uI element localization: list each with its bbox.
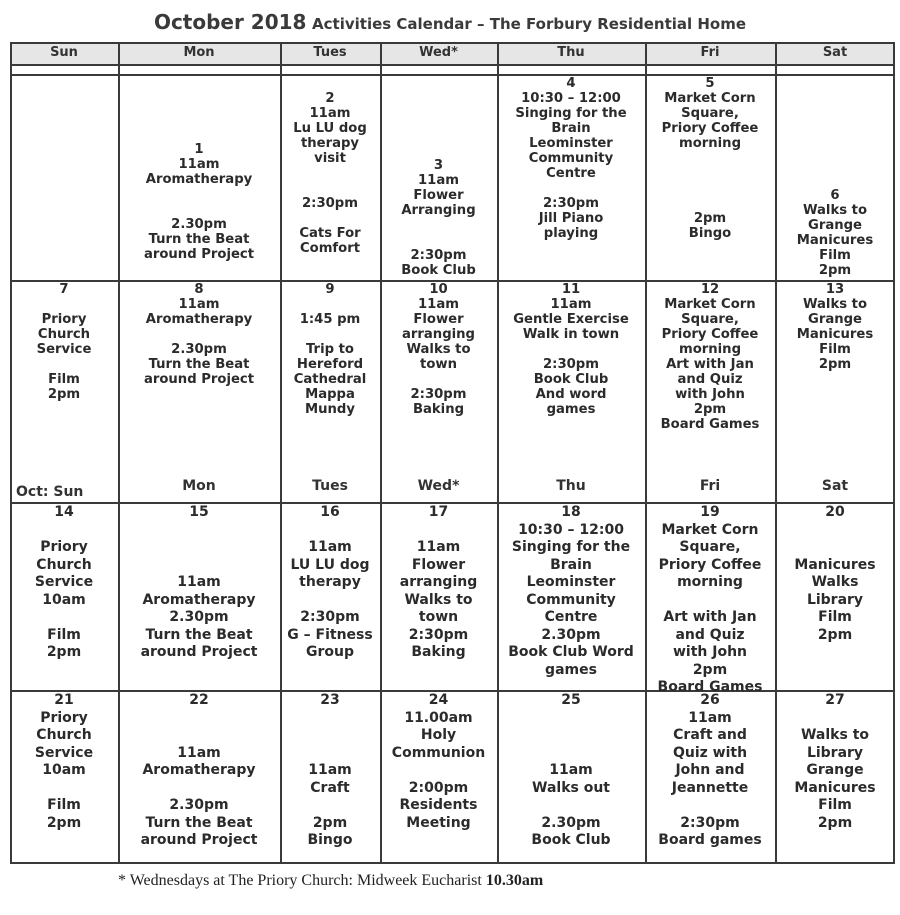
activity-line: Cats For [299, 226, 361, 241]
day-number: 4 [566, 76, 576, 91]
activity-line: 2:30pm [680, 814, 740, 831]
activity-line: Bingo [688, 226, 732, 241]
day-number: 25 [561, 692, 581, 708]
activity-line: around Project [143, 372, 255, 387]
activity-line: Centre [546, 166, 596, 181]
activity-line: 2pm [46, 814, 82, 831]
activity-line: 2pm [47, 387, 81, 402]
activity-line: Manicures [794, 779, 876, 796]
activity-line: Arranging [401, 203, 476, 218]
day-cell [775, 504, 895, 688]
activity-line: Craft and [673, 727, 747, 743]
mid-weekday-header-2: Tues [312, 478, 348, 494]
day-cell [645, 282, 775, 437]
day-cell [775, 76, 895, 278]
activity-line: Square, [681, 106, 739, 121]
day-cell [380, 692, 497, 858]
activity-line: Library [806, 591, 864, 608]
activity-line: Film [819, 342, 851, 357]
activity-line: Centre [544, 609, 598, 625]
activity-line: with John [675, 387, 745, 402]
activity-line: 2:30pm [300, 609, 360, 625]
activity-line: Art with Jan [666, 357, 754, 372]
day-cell [497, 76, 645, 278]
activity-line: Leominster [529, 136, 613, 151]
activity-line: Market Corn [664, 91, 756, 106]
activity-line: Walks to [406, 342, 471, 357]
activity-line: 11am [309, 106, 351, 121]
activity-line: 11am [416, 539, 461, 555]
activity-line: Community [526, 591, 616, 608]
day-cell [10, 76, 118, 278]
day-cell [497, 282, 645, 437]
activity-line: 11am [178, 157, 220, 172]
activity-line: Board games [658, 832, 762, 848]
activity-line: Holy [420, 727, 457, 743]
activity-line: John and [675, 762, 745, 778]
activity-line: 2.30pm [171, 342, 227, 357]
day-number: 20 [825, 504, 845, 520]
activity-line: Aromatherapy [145, 312, 253, 327]
weekday-header-6: Sat [822, 45, 848, 60]
activity-line: Grange [806, 762, 864, 778]
activity-line: 2pm [692, 661, 728, 678]
activity-line: Manicures [796, 327, 874, 342]
activity-line: and Quiz [675, 626, 745, 643]
mid-weekday-header-3: Wed* [417, 478, 460, 494]
day-cell [645, 76, 775, 278]
activity-line: Market Corn [661, 521, 759, 538]
activity-line: 2:30pm [543, 357, 599, 372]
day-cell [10, 282, 118, 437]
day-number: 2 [325, 91, 335, 106]
activity-line: Singing for the [515, 106, 627, 121]
activity-line: Flower [411, 556, 466, 573]
day-number: 7 [59, 282, 69, 297]
activity-line: Turn the Beat [145, 814, 253, 831]
day-number: 9 [325, 282, 335, 297]
activity-line: Book Club [531, 832, 611, 848]
activity-line: Priory [41, 312, 87, 327]
activity-line: Mappa [305, 387, 355, 402]
activity-line: 2pm [693, 402, 727, 417]
activity-line: town [418, 609, 459, 625]
activity-line: 2:00pm [408, 779, 469, 796]
activity-line: Lu LU dog [293, 121, 367, 136]
activity-line: Group [305, 644, 354, 660]
weekday-header-4: Thu [557, 45, 585, 60]
grid-hline [10, 862, 895, 864]
day-number: 21 [54, 692, 74, 708]
activity-line: Square, [679, 539, 741, 555]
activity-line: 11am [418, 173, 459, 188]
day-number: 12 [700, 282, 720, 297]
activity-line: Residents [399, 797, 478, 813]
calendar-title [0, 10, 900, 34]
activity-line: Walks out [532, 779, 610, 796]
day-cell [118, 504, 280, 688]
activity-line: Aromatherapy [145, 172, 253, 187]
activity-line: Walk in town [522, 327, 620, 342]
mid-weekday-header-4: Thu [556, 478, 586, 494]
activity-line: playing [543, 226, 599, 241]
calendar-grid [10, 42, 895, 864]
weekday-header-2: Tues [313, 45, 347, 60]
activity-line: Walks to [800, 727, 870, 743]
activity-line: 11am [549, 762, 593, 778]
day-cell [380, 504, 497, 688]
day-cell [497, 692, 645, 858]
day-number: 5 [705, 76, 715, 91]
activity-line: Service [34, 574, 94, 590]
activity-line: 10:30 – 12:00 [521, 91, 621, 106]
activity-line: Book Club Word [508, 644, 634, 660]
activity-line: Service [36, 342, 92, 357]
activity-line: G – Fitness [287, 626, 373, 643]
activity-line: with John [672, 644, 748, 660]
day-cell [645, 504, 775, 695]
activity-line: Market Corn [664, 297, 756, 312]
activity-line: Film [47, 626, 81, 643]
activity-line: around Project [143, 247, 255, 262]
activity-line: Film [819, 248, 851, 263]
activity-line: Art with Jan [663, 609, 757, 625]
activity-line: 2pm [46, 644, 82, 660]
activity-line: Brain [551, 121, 591, 136]
activity-line: games [545, 661, 597, 678]
day-number: 15 [189, 504, 209, 520]
footnote-text: * Wednesdays at The Priory Church: Midweek Eucharist [118, 872, 486, 889]
day-number: 19 [700, 504, 720, 520]
activity-line: 2:30pm [543, 196, 599, 211]
activity-line: Church [37, 327, 91, 342]
day-cell [380, 282, 497, 437]
activity-line: Meeting [406, 814, 471, 831]
activity-line: morning [677, 574, 743, 590]
activity-line: Flower [413, 188, 464, 203]
activity-line: therapy [300, 136, 360, 151]
activity-line: Jeannette [671, 779, 749, 796]
day-number: 23 [320, 692, 340, 708]
mid-weekday-header-0 [16, 484, 83, 500]
activity-line: arranging [399, 574, 478, 590]
activity-line: Grange [808, 218, 862, 233]
activity-line: 2.30pm [169, 609, 229, 625]
day-number: 6 [830, 188, 840, 203]
activity-line: Jill Piano [538, 211, 604, 226]
activity-line: 2.30pm [541, 626, 601, 643]
activity-line: Hereford [296, 357, 364, 372]
activity-line: Book Club [401, 263, 476, 278]
activity-line: Manicures [794, 556, 876, 573]
activity-line: 2pm [818, 263, 852, 278]
activity-line: Walks to [802, 203, 868, 218]
day-number: 3 [433, 158, 444, 173]
activity-line: and Quiz [677, 372, 743, 387]
day-cell [10, 504, 118, 688]
activity-line: 11am [550, 297, 592, 312]
activity-line: Film [818, 609, 852, 625]
activity-line: Priory Coffee [661, 121, 759, 136]
activity-line: Cathedral [293, 372, 367, 387]
day-cell [118, 126, 280, 278]
activity-line: Priory Coffee [661, 327, 759, 342]
activity-line: Mundy [305, 402, 355, 417]
activity-line: 11am [178, 297, 220, 312]
activity-line: 2.30pm [541, 814, 601, 831]
grid-hline [10, 64, 895, 66]
day-number: 26 [700, 692, 720, 708]
activity-line: arranging [402, 327, 475, 342]
activity-line: Walks to [404, 591, 473, 608]
activity-line: Brain [550, 556, 592, 573]
activity-line: 11am [418, 297, 459, 312]
activity-line: Aromatherapy [142, 591, 256, 608]
mid-weekday-header-1: Mon [182, 478, 216, 494]
activity-line: Quiz with [672, 744, 748, 761]
activity-line: Film [48, 372, 80, 387]
day-cell [118, 282, 280, 437]
activity-line: Aromatherapy [142, 762, 256, 778]
activity-line: 11am [308, 762, 352, 778]
activity-line: And word [535, 387, 607, 402]
activity-line: 10am [42, 591, 86, 608]
activity-line: 2pm [693, 211, 727, 226]
activity-line: Turn the Beat [145, 626, 253, 643]
mid-weekday-header-5: Fri [699, 478, 721, 494]
activity-line: Church [36, 727, 92, 743]
mid-weekday-header-6: Sat [821, 478, 849, 494]
day-number: 17 [428, 504, 449, 520]
oct-sun: Sun [53, 484, 84, 500]
day-number: 8 [194, 282, 204, 297]
activity-line: 11am [177, 744, 221, 761]
activity-line: 11.00am [404, 709, 473, 726]
activity-line: Bingo [307, 832, 353, 848]
activity-line: Singing for the [511, 539, 631, 555]
activity-line: 10am [42, 762, 86, 778]
activity-line: Priory [40, 709, 88, 726]
activity-line: Church [36, 556, 92, 573]
activity-line: Library [806, 744, 864, 761]
activity-line: 2pm [818, 357, 852, 372]
activity-line: 11am [688, 709, 732, 726]
activity-line: 1:45 pm [299, 312, 361, 327]
activity-line: morning [678, 136, 742, 151]
day-cell [280, 504, 380, 688]
activity-line: Priory Coffee [658, 556, 762, 573]
activity-line: morning [678, 342, 742, 357]
day-number: 1 [194, 142, 204, 157]
day-cell [497, 504, 645, 688]
footnote-time: 10.30am [485, 872, 544, 889]
day-number: 10 [429, 282, 448, 297]
day-cell [10, 692, 118, 858]
activity-line: 2.30pm [171, 217, 227, 232]
activity-line: Walks to [802, 297, 868, 312]
activity-line: Square, [681, 312, 739, 327]
day-number: 27 [825, 692, 845, 708]
day-number: 22 [189, 692, 209, 708]
activity-line: 11am [177, 574, 221, 590]
day-number: 18 [561, 504, 581, 520]
activity-line: 2:30pm [408, 626, 469, 643]
day-number: 24 [428, 692, 449, 708]
activity-line: Walks [811, 574, 859, 590]
weekday-header-5: Fri [700, 45, 720, 60]
day-cell [380, 76, 497, 278]
activity-line: Baking [412, 402, 465, 417]
activity-line: 2.30pm [169, 797, 229, 813]
day-cell [645, 692, 775, 858]
activity-line: Craft [310, 779, 350, 796]
activity-line: games [546, 402, 596, 417]
weekday-header-1: Mon [183, 45, 215, 60]
activity-line: Comfort [299, 241, 361, 256]
activity-line: visit [314, 151, 346, 166]
activity-line: Gentle Exercise [513, 312, 629, 327]
activity-line: 10:30 – 12:00 [518, 521, 624, 538]
activity-line: Book Club [533, 372, 609, 387]
activity-line: 11am [308, 539, 352, 555]
activity-line: Community [528, 151, 614, 166]
activity-line: 2pm [817, 626, 853, 643]
day-number: 13 [825, 282, 845, 297]
activity-line: Communion [391, 744, 486, 761]
title-subtitle: Activities Calendar – The Forbury Residential Home [312, 15, 747, 33]
activity-line: Turn the Beat [148, 357, 250, 372]
activity-line: Turn the Beat [148, 232, 250, 247]
day-cell [775, 692, 895, 858]
activity-line: Film [818, 797, 852, 813]
weekday-header-3: Wed* [419, 45, 458, 60]
activity-line: LU LU dog [290, 556, 370, 573]
title-month: October 2018 [153, 10, 307, 34]
day-cell [118, 692, 280, 858]
activity-line: Priory [40, 539, 88, 555]
activity-line: around Project [140, 644, 258, 660]
activity-line: Service [34, 744, 94, 761]
activity-line: town [420, 357, 457, 372]
activity-line: 2:30pm [302, 196, 358, 211]
activity-line: Flower [413, 312, 464, 327]
day-cell [280, 692, 380, 858]
activity-line: Leominster [526, 574, 616, 590]
activity-line: Board Games [660, 417, 760, 432]
oct-prefix: Oct: [16, 484, 49, 500]
activity-line: Manicures [796, 233, 874, 248]
activity-line: 2pm [817, 814, 853, 831]
activity-line: Trip to [306, 342, 354, 357]
activity-line: therapy [299, 574, 361, 590]
activity-line: Board Games [657, 679, 763, 695]
day-number: 16 [320, 504, 340, 520]
day-number: 11 [561, 282, 581, 297]
activity-line: Baking [411, 644, 466, 660]
footnote [118, 872, 543, 890]
activity-line: 2pm [312, 814, 348, 831]
activity-line: 2:30pm [410, 387, 467, 402]
day-cell [775, 282, 895, 437]
activity-line: around Project [140, 832, 258, 848]
day-cell [280, 282, 380, 437]
day-cell [280, 91, 380, 278]
activity-line: 2:30pm [410, 248, 467, 263]
day-number: 14 [54, 504, 74, 520]
weekday-header-0: Sun [50, 45, 78, 60]
activity-line: Grange [808, 312, 862, 327]
activity-line: Film [47, 797, 81, 813]
